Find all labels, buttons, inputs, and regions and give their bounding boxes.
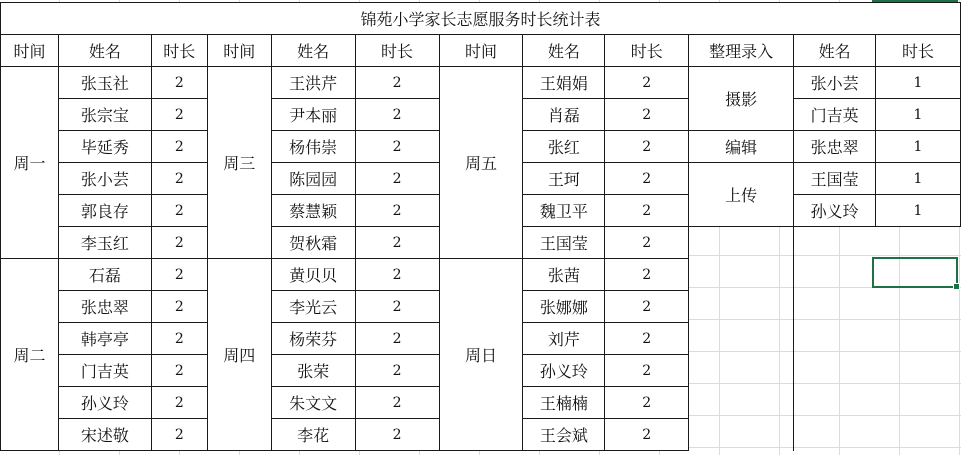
empty-cell[interactable]: [876, 419, 961, 451]
name-cell[interactable]: 杨伟崇: [271, 131, 355, 163]
active-cell-selection[interactable]: [872, 257, 958, 288]
name-cell[interactable]: 张茜: [523, 259, 605, 291]
hours-cell[interactable]: 1: [876, 163, 961, 195]
name-cell[interactable]: 张娜娜: [523, 291, 605, 323]
header-row: [1, 35, 961, 67]
hours-cell[interactable]: 2: [355, 99, 439, 131]
name-cell[interactable]: 张忠翠: [794, 131, 876, 163]
name-cell[interactable]: 宋述敬: [58, 419, 151, 451]
name-cell[interactable]: 门吉英: [794, 99, 876, 131]
empty-cell[interactable]: [689, 419, 794, 451]
hours-cell[interactable]: 1: [876, 131, 961, 163]
hours-cell[interactable]: 2: [605, 419, 689, 451]
day-cell-sunday[interactable]: 周日: [439, 259, 523, 451]
hours-cell[interactable]: 2: [151, 195, 207, 227]
empty-cell[interactable]: [876, 387, 961, 419]
name-cell[interactable]: 张忠翠: [58, 291, 151, 323]
day-cell-monday[interactable]: 周一: [1, 67, 59, 259]
name-cell[interactable]: 李玉红: [58, 227, 151, 259]
name-cell[interactable]: 张红: [523, 131, 605, 163]
name-cell[interactable]: 张玉社: [58, 67, 151, 99]
name-cell[interactable]: 刘芹: [523, 323, 605, 355]
header-time[interactable]: 时间: [207, 35, 271, 67]
name-cell[interactable]: 王珂: [523, 163, 605, 195]
hours-cell[interactable]: 2: [151, 355, 207, 387]
hours-cell[interactable]: 2: [605, 195, 689, 227]
empty-cell[interactable]: [794, 291, 876, 323]
header-hours[interactable]: 时长: [605, 35, 689, 67]
empty-cell[interactable]: [876, 323, 961, 355]
name-cell[interactable]: 王楠楠: [523, 387, 605, 419]
empty-cell[interactable]: [876, 355, 961, 387]
table-row: [1, 259, 961, 291]
header-name[interactable]: 姓名: [523, 35, 605, 67]
hours-cell[interactable]: 2: [151, 291, 207, 323]
name-cell[interactable]: 张荣: [271, 355, 355, 387]
empty-cell[interactable]: [794, 227, 876, 259]
empty-cell[interactable]: [689, 323, 794, 355]
fill-handle[interactable]: [953, 283, 960, 290]
hours-cell[interactable]: 2: [151, 163, 207, 195]
hours-cell[interactable]: 1: [876, 99, 961, 131]
header-name[interactable]: 姓名: [58, 35, 151, 67]
hours-cell[interactable]: 1: [876, 195, 961, 227]
name-cell[interactable]: 朱文文: [271, 387, 355, 419]
empty-cell[interactable]: [689, 227, 794, 259]
empty-cell[interactable]: [794, 355, 876, 387]
empty-cell[interactable]: [876, 291, 961, 323]
name-cell[interactable]: 孙义玲: [58, 387, 151, 419]
hours-cell[interactable]: 2: [151, 131, 207, 163]
hours-cell[interactable]: 2: [605, 99, 689, 131]
empty-cell[interactable]: [794, 387, 876, 419]
day-cell-thursday[interactable]: 周四: [207, 259, 271, 451]
name-cell[interactable]: 李光云: [271, 291, 355, 323]
name-cell[interactable]: 张小芸: [794, 67, 876, 99]
name-cell[interactable]: 魏卫平: [523, 195, 605, 227]
name-cell[interactable]: 王娟娟: [523, 67, 605, 99]
header-name[interactable]: 姓名: [794, 35, 876, 67]
header-time[interactable]: 时间: [1, 35, 59, 67]
header-hours[interactable]: 时长: [876, 35, 961, 67]
task-cell-photo[interactable]: 摄影: [689, 67, 794, 131]
task-cell-edit[interactable]: 编辑: [689, 131, 794, 163]
header-hours[interactable]: 时长: [355, 35, 439, 67]
hours-cell[interactable]: 2: [355, 419, 439, 451]
name-cell[interactable]: 张小芸: [58, 163, 151, 195]
header-name[interactable]: 姓名: [271, 35, 355, 67]
name-cell[interactable]: 王洪芹: [271, 67, 355, 99]
hours-cell[interactable]: 2: [151, 99, 207, 131]
hours-cell[interactable]: 1: [876, 67, 961, 99]
name-cell[interactable]: 肖磊: [523, 99, 605, 131]
hours-cell[interactable]: 2: [355, 259, 439, 291]
empty-cell[interactable]: [689, 355, 794, 387]
empty-cell[interactable]: [876, 227, 961, 259]
empty-cell[interactable]: [794, 419, 876, 451]
day-cell-tuesday[interactable]: 周二: [1, 259, 59, 451]
hours-cell[interactable]: 2: [355, 227, 439, 259]
hours-cell[interactable]: 2: [605, 323, 689, 355]
hours-cell[interactable]: 2: [355, 67, 439, 99]
name-cell[interactable]: 陈园园: [271, 163, 355, 195]
name-cell[interactable]: 门吉英: [58, 355, 151, 387]
header-organize[interactable]: 整理录入: [689, 35, 794, 67]
hours-cell[interactable]: 2: [605, 131, 689, 163]
name-cell[interactable]: 韩亭亭: [58, 323, 151, 355]
hours-cell[interactable]: 2: [605, 291, 689, 323]
name-cell[interactable]: 李花: [271, 419, 355, 451]
name-cell[interactable]: 杨荣芬: [271, 323, 355, 355]
empty-cell[interactable]: [689, 259, 794, 291]
hours-cell[interactable]: 2: [151, 227, 207, 259]
name-cell[interactable]: 尹本丽: [271, 99, 355, 131]
empty-cell[interactable]: [689, 291, 794, 323]
hours-cell[interactable]: 2: [151, 419, 207, 451]
hours-cell[interactable]: 2: [355, 387, 439, 419]
hours-cell[interactable]: 2: [151, 67, 207, 99]
hours-cell[interactable]: 2: [151, 323, 207, 355]
table-title[interactable]: 锦苑小学家长志愿服务时长统计表: [1, 3, 961, 35]
name-cell[interactable]: 孙义玲: [523, 355, 605, 387]
name-cell[interactable]: 王会斌: [523, 419, 605, 451]
name-cell[interactable]: 王国莹: [794, 163, 876, 195]
hours-cell[interactable]: 2: [605, 259, 689, 291]
volunteer-hours-table: [0, 2, 961, 451]
hours-cell[interactable]: 2: [355, 195, 439, 227]
name-cell[interactable]: 石磊: [58, 259, 151, 291]
header-hours[interactable]: 时长: [151, 35, 207, 67]
empty-cell[interactable]: [794, 259, 876, 291]
day-cell-friday[interactable]: 周五: [439, 67, 523, 259]
hours-cell[interactable]: 2: [605, 387, 689, 419]
day-cell-wednesday[interactable]: 周三: [207, 67, 271, 259]
table-row: [1, 67, 961, 99]
task-cell-upload[interactable]: 上传: [689, 163, 794, 227]
hours-cell[interactable]: 2: [605, 227, 689, 259]
name-cell[interactable]: 蔡慧颖: [271, 195, 355, 227]
name-cell[interactable]: 黄贝贝: [271, 259, 355, 291]
name-cell[interactable]: 张宗宝: [58, 99, 151, 131]
header-time[interactable]: 时间: [439, 35, 523, 67]
hours-cell[interactable]: 2: [355, 131, 439, 163]
empty-cell[interactable]: [689, 387, 794, 419]
name-cell[interactable]: 孙义玲: [794, 195, 876, 227]
hours-cell[interactable]: 2: [605, 355, 689, 387]
hours-cell[interactable]: 2: [151, 387, 207, 419]
hours-cell[interactable]: 2: [355, 291, 439, 323]
hours-cell[interactable]: 2: [355, 163, 439, 195]
name-cell[interactable]: 郭良存: [58, 195, 151, 227]
hours-cell[interactable]: 2: [605, 67, 689, 99]
hours-cell[interactable]: 2: [151, 259, 207, 291]
hours-cell[interactable]: 2: [605, 163, 689, 195]
hours-cell[interactable]: 2: [355, 323, 439, 355]
name-cell[interactable]: 王国莹: [523, 227, 605, 259]
empty-cell[interactable]: [794, 323, 876, 355]
name-cell[interactable]: 毕延秀: [58, 131, 151, 163]
name-cell[interactable]: 贺秋霜: [271, 227, 355, 259]
hours-cell[interactable]: 2: [355, 355, 439, 387]
